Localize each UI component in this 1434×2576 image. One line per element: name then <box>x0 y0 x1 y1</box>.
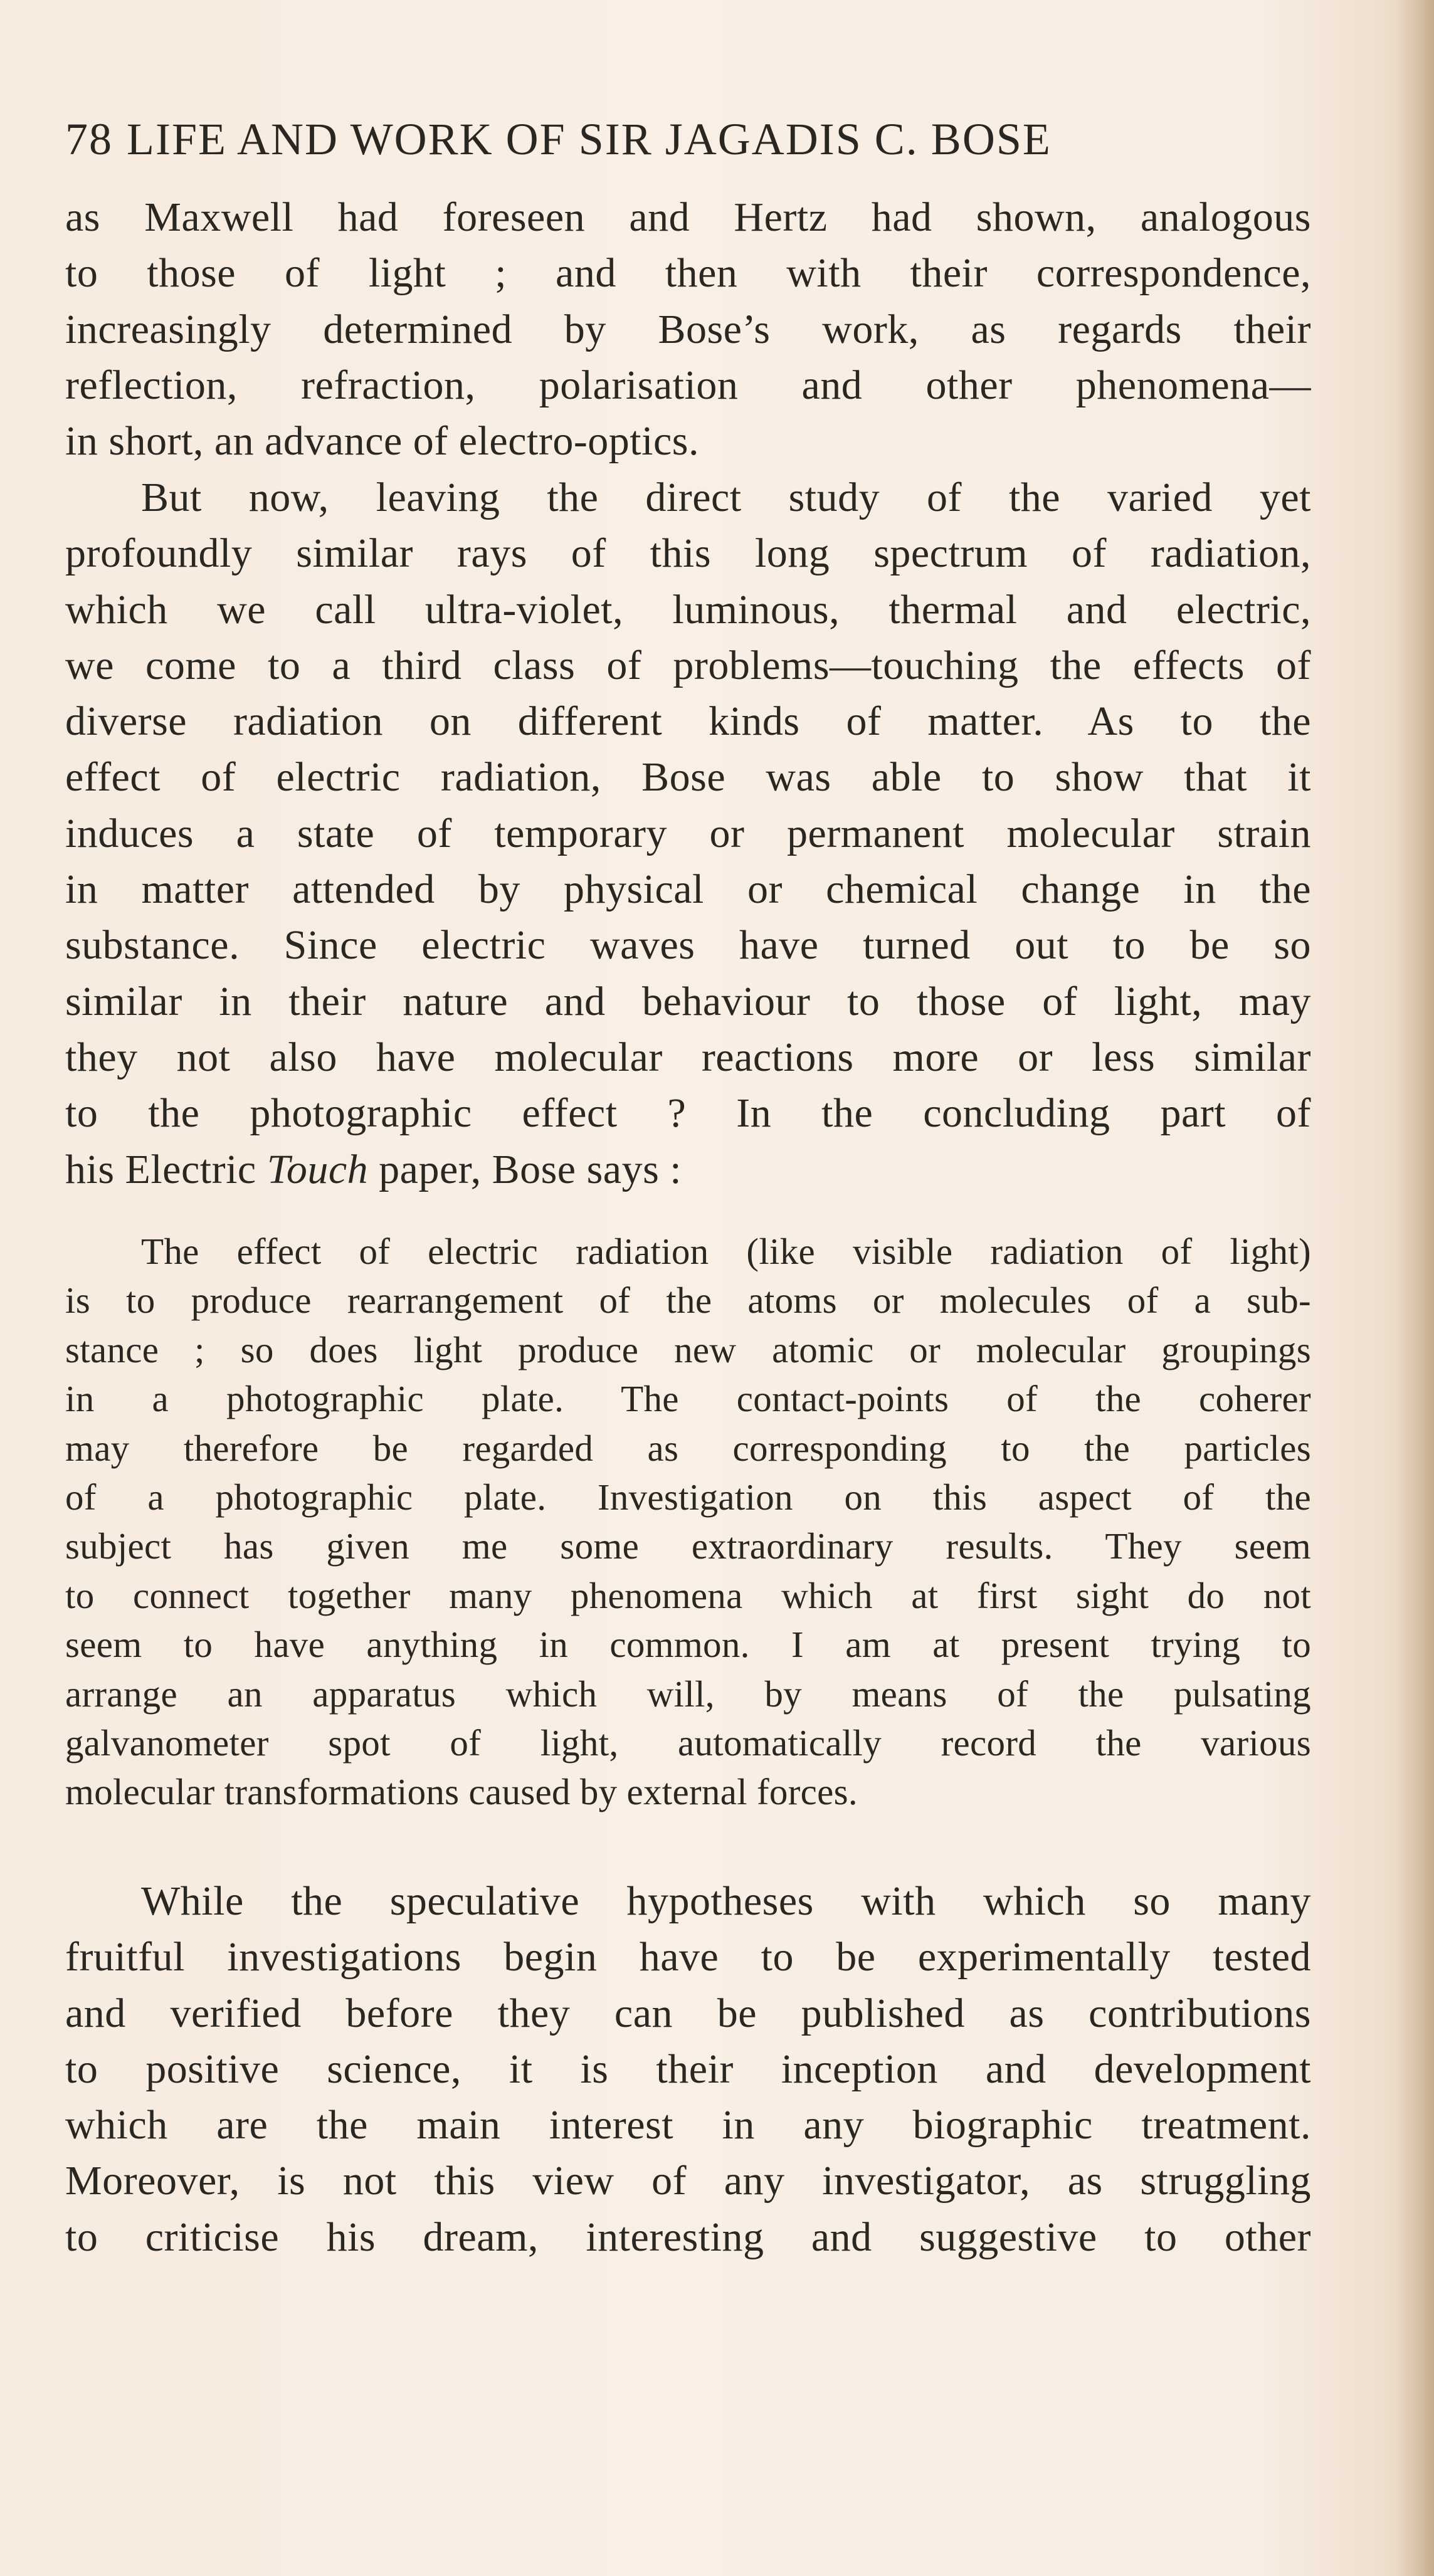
paragraph-line: substance. Since electric waves have turned out to be so <box>65 922 1311 969</box>
paragraph-line: which are the main interest in any biographic treatment. <box>65 2102 1311 2148</box>
text-run: his Electric <box>65 1146 267 1192</box>
page-number: 78 <box>65 114 113 164</box>
paragraph-line: and verified before they can be published as contributions <box>65 1990 1311 2036</box>
paragraph-line: fruitful investigations begin have to be experimentally tested <box>65 1934 1311 1980</box>
running-title: LIFE AND WORK OF SIR JAGADIS C. BOSE <box>127 114 1052 164</box>
paragraph-3 <box>65 1873 1311 2265</box>
quote-line: molecular transformations caused by external forces. <box>65 1771 858 1813</box>
quote-line: The effect of electric radiation (like visible radiation of light) <box>141 1231 1311 1272</box>
quote-line: galvanometer spot of light, automatically record the various <box>65 1722 1311 1764</box>
quote-line: seem to have anything in common. I am at present trying to <box>65 1624 1311 1666</box>
paragraph-line: diverse radiation on different kinds of matter. As to the <box>65 698 1311 745</box>
paragraph-line: to criticise his dream, interesting and suggestive to other <box>65 2214 1311 2260</box>
paragraph-line: in short, an advance of electro-optics. <box>65 418 699 465</box>
quote-line: may therefore be regarded as corresponding to the particles <box>65 1427 1311 1469</box>
block-quotation <box>65 1227 1311 1817</box>
paragraph-line: in matter attended by physical or chemical change in the <box>65 866 1311 913</box>
paragraph-line-last <box>65 1142 1311 1197</box>
paragraph-line: While the speculative hypotheses with which so many <box>141 1878 1311 1924</box>
paragraph-line: which we call ultra-violet, luminous, thermal and electric, <box>65 586 1311 633</box>
paragraph-line: effect of electric radiation, Bose was able to show that it <box>65 754 1311 801</box>
paragraph-line: induces a state of temporary or permanent molecular strain <box>65 810 1311 856</box>
paragraph-line: as Maxwell had foreseen and Hertz had shown, analogous <box>65 194 1311 240</box>
quote-line: arrange an apparatus which will, by means of the pulsating <box>65 1673 1311 1715</box>
paragraph-line: similar in their nature and behaviour to those of light, may <box>65 978 1311 1024</box>
quote-line: is to produce rearrangement of the atoms or molecules of a sub- <box>65 1280 1311 1322</box>
paragraph-1 <box>65 189 1311 469</box>
page-edge-shadow <box>1396 0 1434 2576</box>
quote-line: subject has given me some extraordinary results. They seem <box>65 1525 1311 1567</box>
running-header <box>65 108 1263 171</box>
paragraph-line: Moreover, is not this view of any investigator, as struggling <box>65 2158 1311 2204</box>
italic-title-touch: Touch <box>266 1146 369 1192</box>
paragraph-line: we come to a third class of problems—touching the effects of <box>65 642 1311 688</box>
quote-line: in a photographic plate. The contact-points of the coherer <box>65 1378 1311 1420</box>
paragraph-line: profoundly similar rays of this long spectrum of radiation, <box>65 530 1311 577</box>
paragraph-line: to those of light ; and then with their correspondence, <box>65 250 1311 297</box>
paragraph-line: to the photographic effect ? In the concluding part of <box>65 1090 1311 1137</box>
quote-line: of a photographic plate. Investigation on this aspect of the <box>65 1476 1311 1518</box>
paragraph-line: they not also have molecular reactions more or less similar <box>65 1034 1311 1080</box>
paragraph-2 <box>65 470 1311 1197</box>
text-run: paper, Bose says : <box>368 1146 682 1192</box>
paragraph-line: increasingly determined by Bose’s work, as regards their <box>65 306 1311 352</box>
quote-line: to connect together many phenomena which at first sight do not <box>65 1574 1311 1616</box>
paragraph-line: But now, leaving the direct study of the varied yet <box>141 475 1311 520</box>
quote-line: stance ; so does light produce new atomic or molecular groupings <box>65 1328 1311 1370</box>
paragraph-line: to positive science, it is their inception and development <box>65 2046 1311 2092</box>
paragraph-line: reflection, refraction, polarisation and other phenomena— <box>65 362 1311 408</box>
